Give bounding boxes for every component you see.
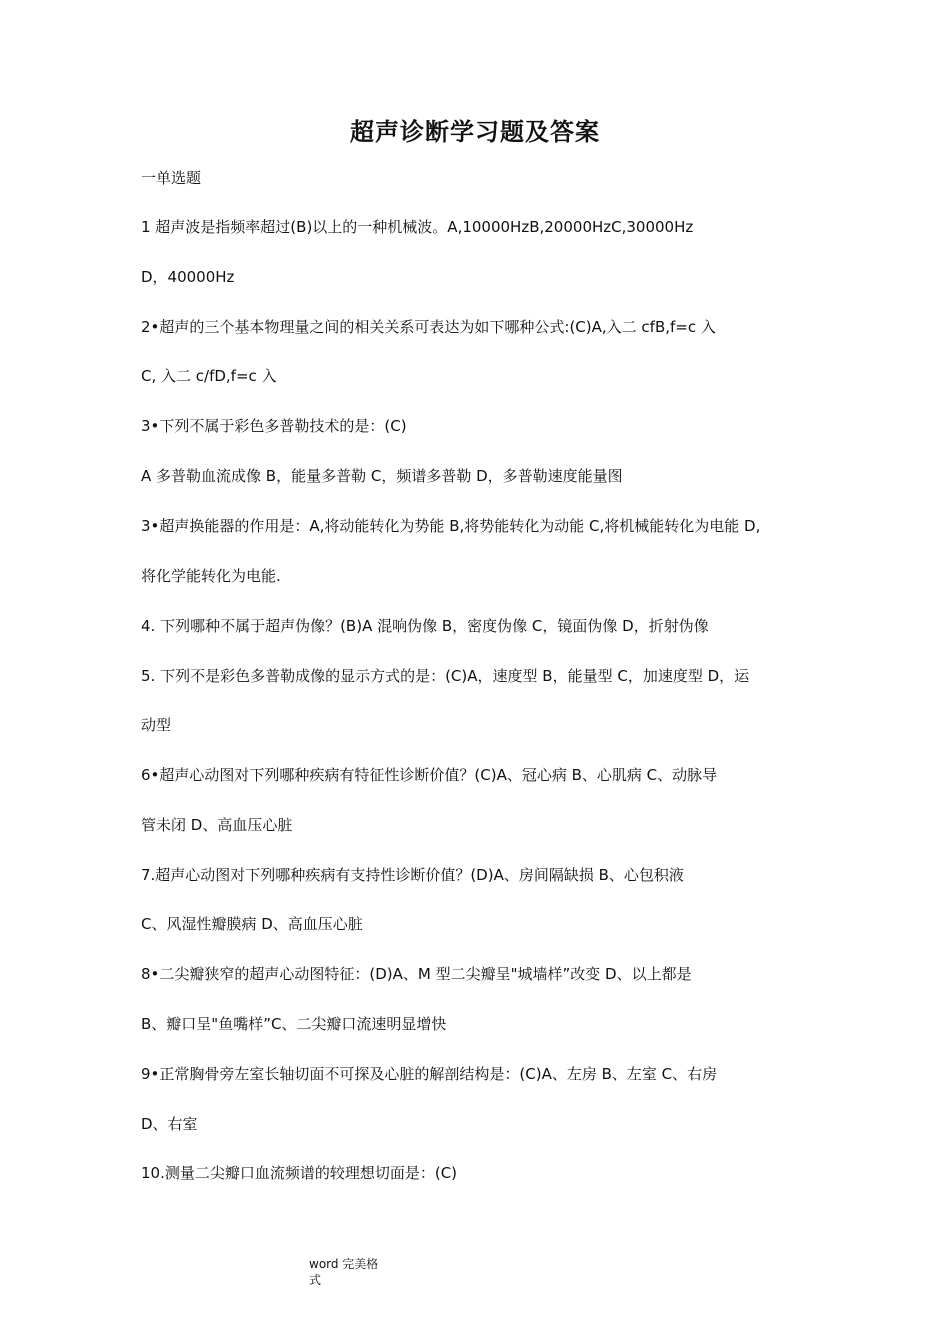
question-line: C、风湿性瓣膜病 D、高血压心脏 [141,915,363,933]
document-title: 超声诊断学习题及答案 [350,118,600,146]
question-line: 2•超声的三个基本物理量之间的相关关系可表达为如下哪种公式:(C)A,入二 cfB,f=c 入 [141,318,716,336]
footer-text: word 完美格 [309,1257,379,1271]
question-line: 动型 [141,716,172,734]
question-line: 9•正常胸骨旁左室长轴切面不可探及心脏的解剖结构是：(C)A、左房 B、左室 C、右房 [141,1065,718,1083]
question-line: 管未闭 D、高血压心脏 [141,816,293,834]
question-line: A 多普勒血流成像 B，能量多普勒 C，频谱多普勒 D，多普勒速度能量图 [141,467,623,485]
question-line: 10.测量二尖瓣口血流频谱的较理想切面是：(C) [141,1164,458,1182]
question-line: 3•超声换能器的作用是：A,将动能转化为势能 B,将势能转化为动能 C,将机械能转化为电能 D, [141,517,761,535]
question-line: 将化学能转化为电能. [141,567,281,585]
page-footer [309,1256,389,1288]
question-line: D、右室 [141,1115,198,1133]
question-line: C, 入二 c/fD,f=c 入 [141,367,277,385]
question-line: 6•超声心动图对下列哪种疾病有特征性诊断价值？(C)A、冠心病 B、心肌病 C、动脉导 [141,766,718,784]
question-line: 4. 下列哪种不属于超声伪像？(B)A 混响伪像 B，密度伪像 C，镜面伪像 D，折射伪像 [141,617,709,635]
section-heading: 一单选题 [141,169,202,187]
question-line: B、瓣口呈"鱼嘴样”C、二尖瓣口流速明显增快 [141,1015,447,1033]
question-line: 7.超声心动图对下列哪种疾病有支持性诊断价值？(D)A、房间隔缺损 B、心包积液 [141,866,684,884]
question-line: 1 超声波是指频率超过(B)以上的一种机械波。A,10000HzB,20000HzC,30000Hz [141,218,694,236]
question-line: 3•下列不属于彩色多普勒技术的是：(C) [141,417,407,435]
question-line: 8•二尖瓣狭窄的超声心动图特征：(D)A、M 型二尖瓣呈"城墙样”改变 D、以上都是 [141,965,692,983]
footer-text: 式 [309,1273,322,1287]
question-line: 5. 下列不是彩色多普勒成像的显示方式的是：(C)A，速度型 B，能量型 C，加速度型 D，运 [141,667,750,685]
question-line: D，40000Hz [141,268,235,286]
